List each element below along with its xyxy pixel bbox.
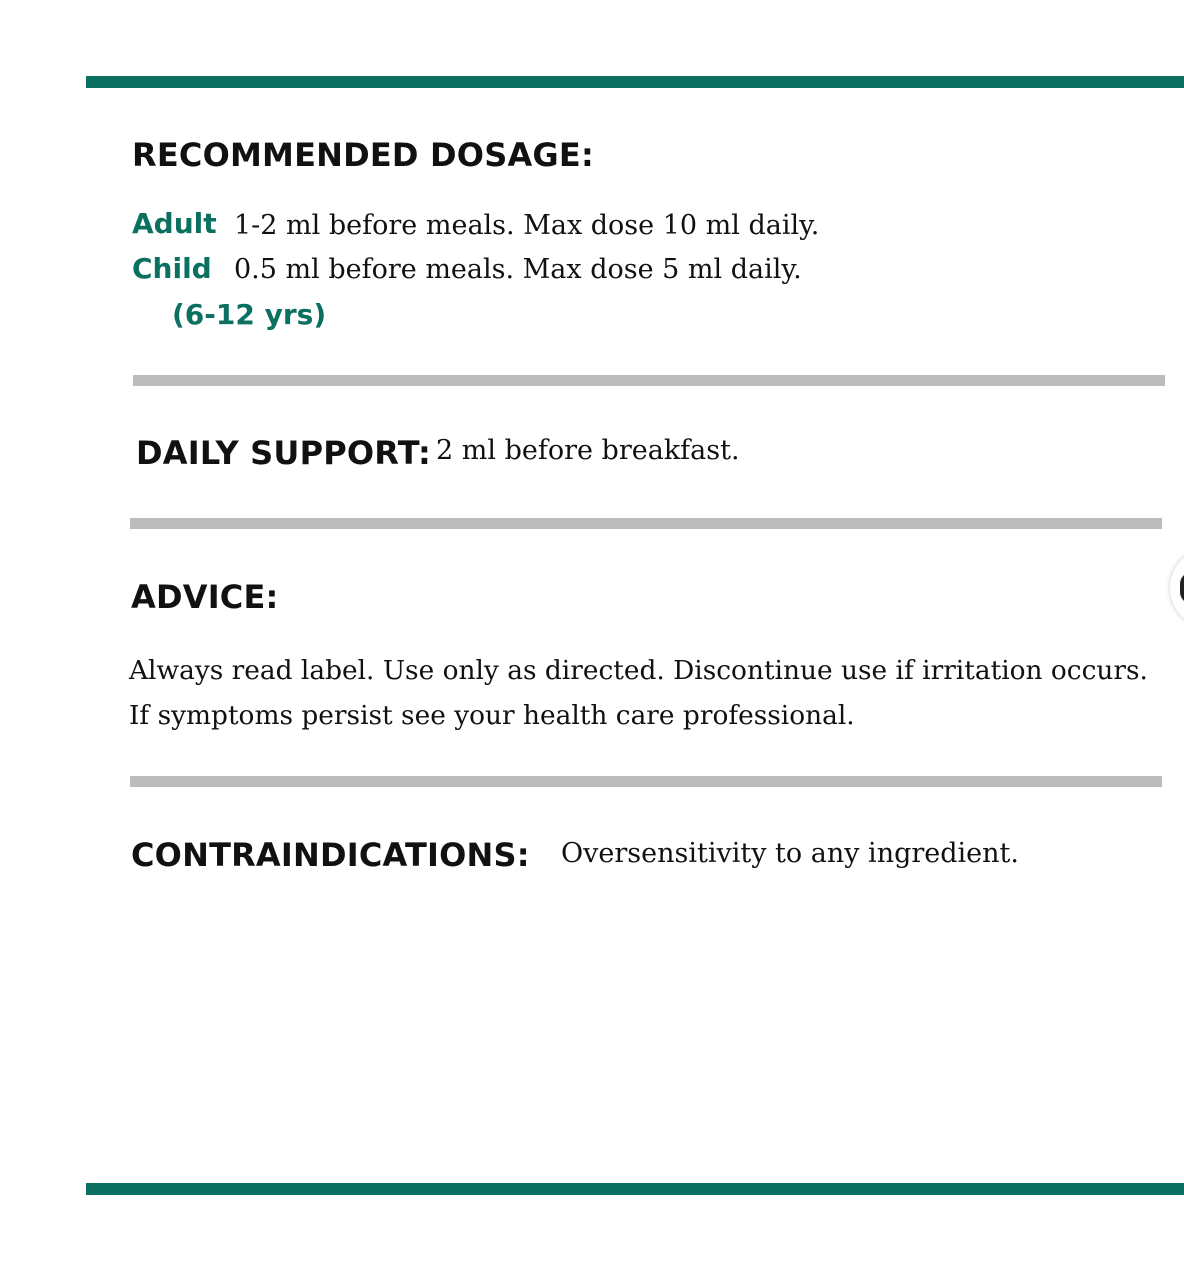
dosage-heading: RECOMMENDED DOSAGE:: [132, 136, 594, 174]
daily-support-heading: DAILY SUPPORT:: [136, 434, 431, 472]
contraindications-heading: CONTRAINDICATIONS:: [131, 836, 530, 874]
dosage-child-text: 0.5 ml before meals. Max dose 5 ml daily.: [234, 254, 802, 285]
advice-text: Always read label. Use only as directed. Discontinue use if irritation occurs. If symptoms persist see your health care professional.: [129, 655, 1148, 731]
side-scroll-button[interactable]: [1170, 548, 1184, 628]
top-accent-bar: [86, 76, 1184, 88]
dosage-adult-label: Adult: [132, 207, 217, 240]
bottom-accent-bar: [86, 1183, 1184, 1195]
divider-2: [130, 518, 1162, 529]
divider-1: [133, 375, 1165, 386]
contraindications-text: Oversensitivity to any ingredient.: [561, 838, 1019, 869]
dosage-child-label: Child: [132, 252, 212, 285]
daily-support-text: 2 ml before breakfast.: [436, 435, 740, 466]
advice-heading: ADVICE:: [131, 578, 279, 616]
arrow-icon: [1180, 572, 1184, 604]
dosage-adult-text: 1-2 ml before meals. Max dose 10 ml daily.: [234, 210, 820, 241]
dosage-child-age-note: (6-12 yrs): [172, 298, 327, 331]
divider-3: [130, 776, 1162, 787]
